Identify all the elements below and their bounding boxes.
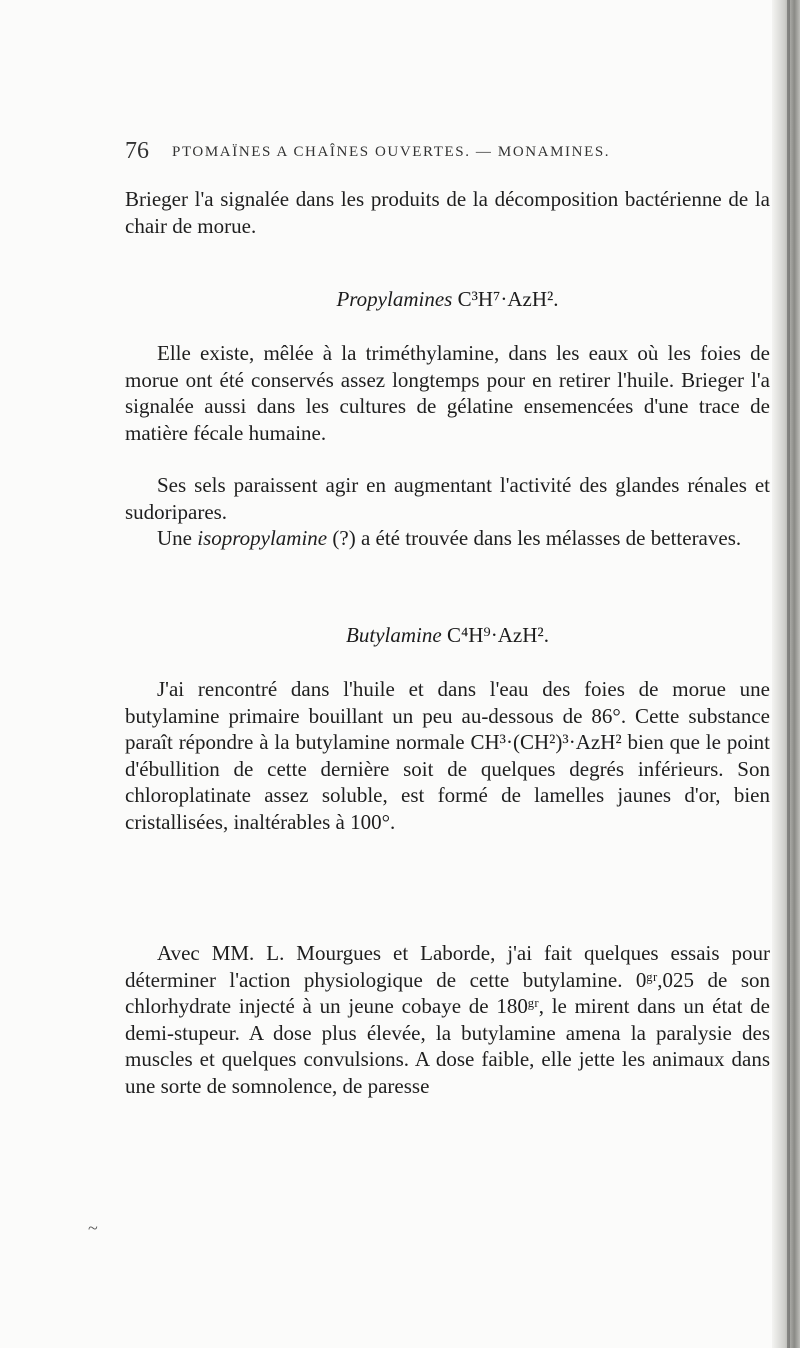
paragraph-propylamine-salts: Ses sels paraissent agir en augmentant l'activité des glandes rénales et sudoripares.: [125, 473, 770, 524]
heading-propylamines-formula: C³H⁷·AzH².: [452, 287, 559, 311]
heading-butylamine-formula: C⁴H⁹·AzH².: [441, 623, 549, 647]
running-title: PTOMAÏNES A CHAÎNES OUVERTES. — MONAMINES.: [172, 144, 611, 160]
paragraph-isopropylamine: [125, 525, 770, 552]
page-edge-shadow: [772, 0, 800, 1348]
paragraph-butylamine-physiology: Avec MM. L. Mourgues et Laborde, j'ai fait quelques essais pour déterminer l'action physiologique de cette butylamine. 0ᵍʳ,025 de son chlorhydrate injecté à un jeune cobaye de 180ᵍʳ, le mirent dans un état de demi-stupeur. A dose plus élevée, la butylamine amena la paralysie des muscles et quelques convulsions. A dose faible, elle jette les animaux dans une sorte de somnolence, de paresse: [125, 941, 770, 1098]
heading-propylamines-name: Propylamines: [336, 287, 453, 311]
isopropylamine-text-start: Une: [157, 526, 198, 550]
paragraph-propylamine-source: Elle existe, mêlée à la triméthylamine, dans les eaux où les foies de morue ont été conservés assez longtemps pour en retirer l'huile. Brieger l'a signalée aussi dans les cultures de gélatine ensemencées d'une trace de matière fécale humaine.: [125, 341, 770, 445]
isopropylamine-term: isopropylamine: [197, 526, 328, 550]
paragraph-brieger: Brieger l'a signalée dans les produits de la décomposition bactérienne de la chair de morue.: [125, 187, 770, 238]
paragraph-butylamine-discovery: J'ai rencontré dans l'huile et dans l'eau des foies de morue une butylamine primaire bouillant un peu au-dessous de 86°. Cette substance paraît répondre à la butylamine normale CH³·(CH²)³·AzH² bien que le point d'ébullition de cette dernière soit de quelques degrés inférieurs. Son chloroplatinate assez soluble, est formé de lamelles jaunes d'or, bien cristallisées, inaltérables à 100°.: [125, 677, 770, 834]
heading-propylamines: [125, 286, 770, 312]
page-number: 76: [125, 138, 149, 164]
binding-line: [787, 0, 790, 1348]
margin-mark: ~: [88, 1218, 98, 1238]
isopropylamine-text-end: (?) a été trouvée dans les mélasses de betteraves.: [327, 526, 742, 550]
page-header: [125, 138, 765, 164]
heading-butylamine: [125, 622, 770, 648]
heading-butylamine-name: Butylamine: [346, 623, 442, 647]
